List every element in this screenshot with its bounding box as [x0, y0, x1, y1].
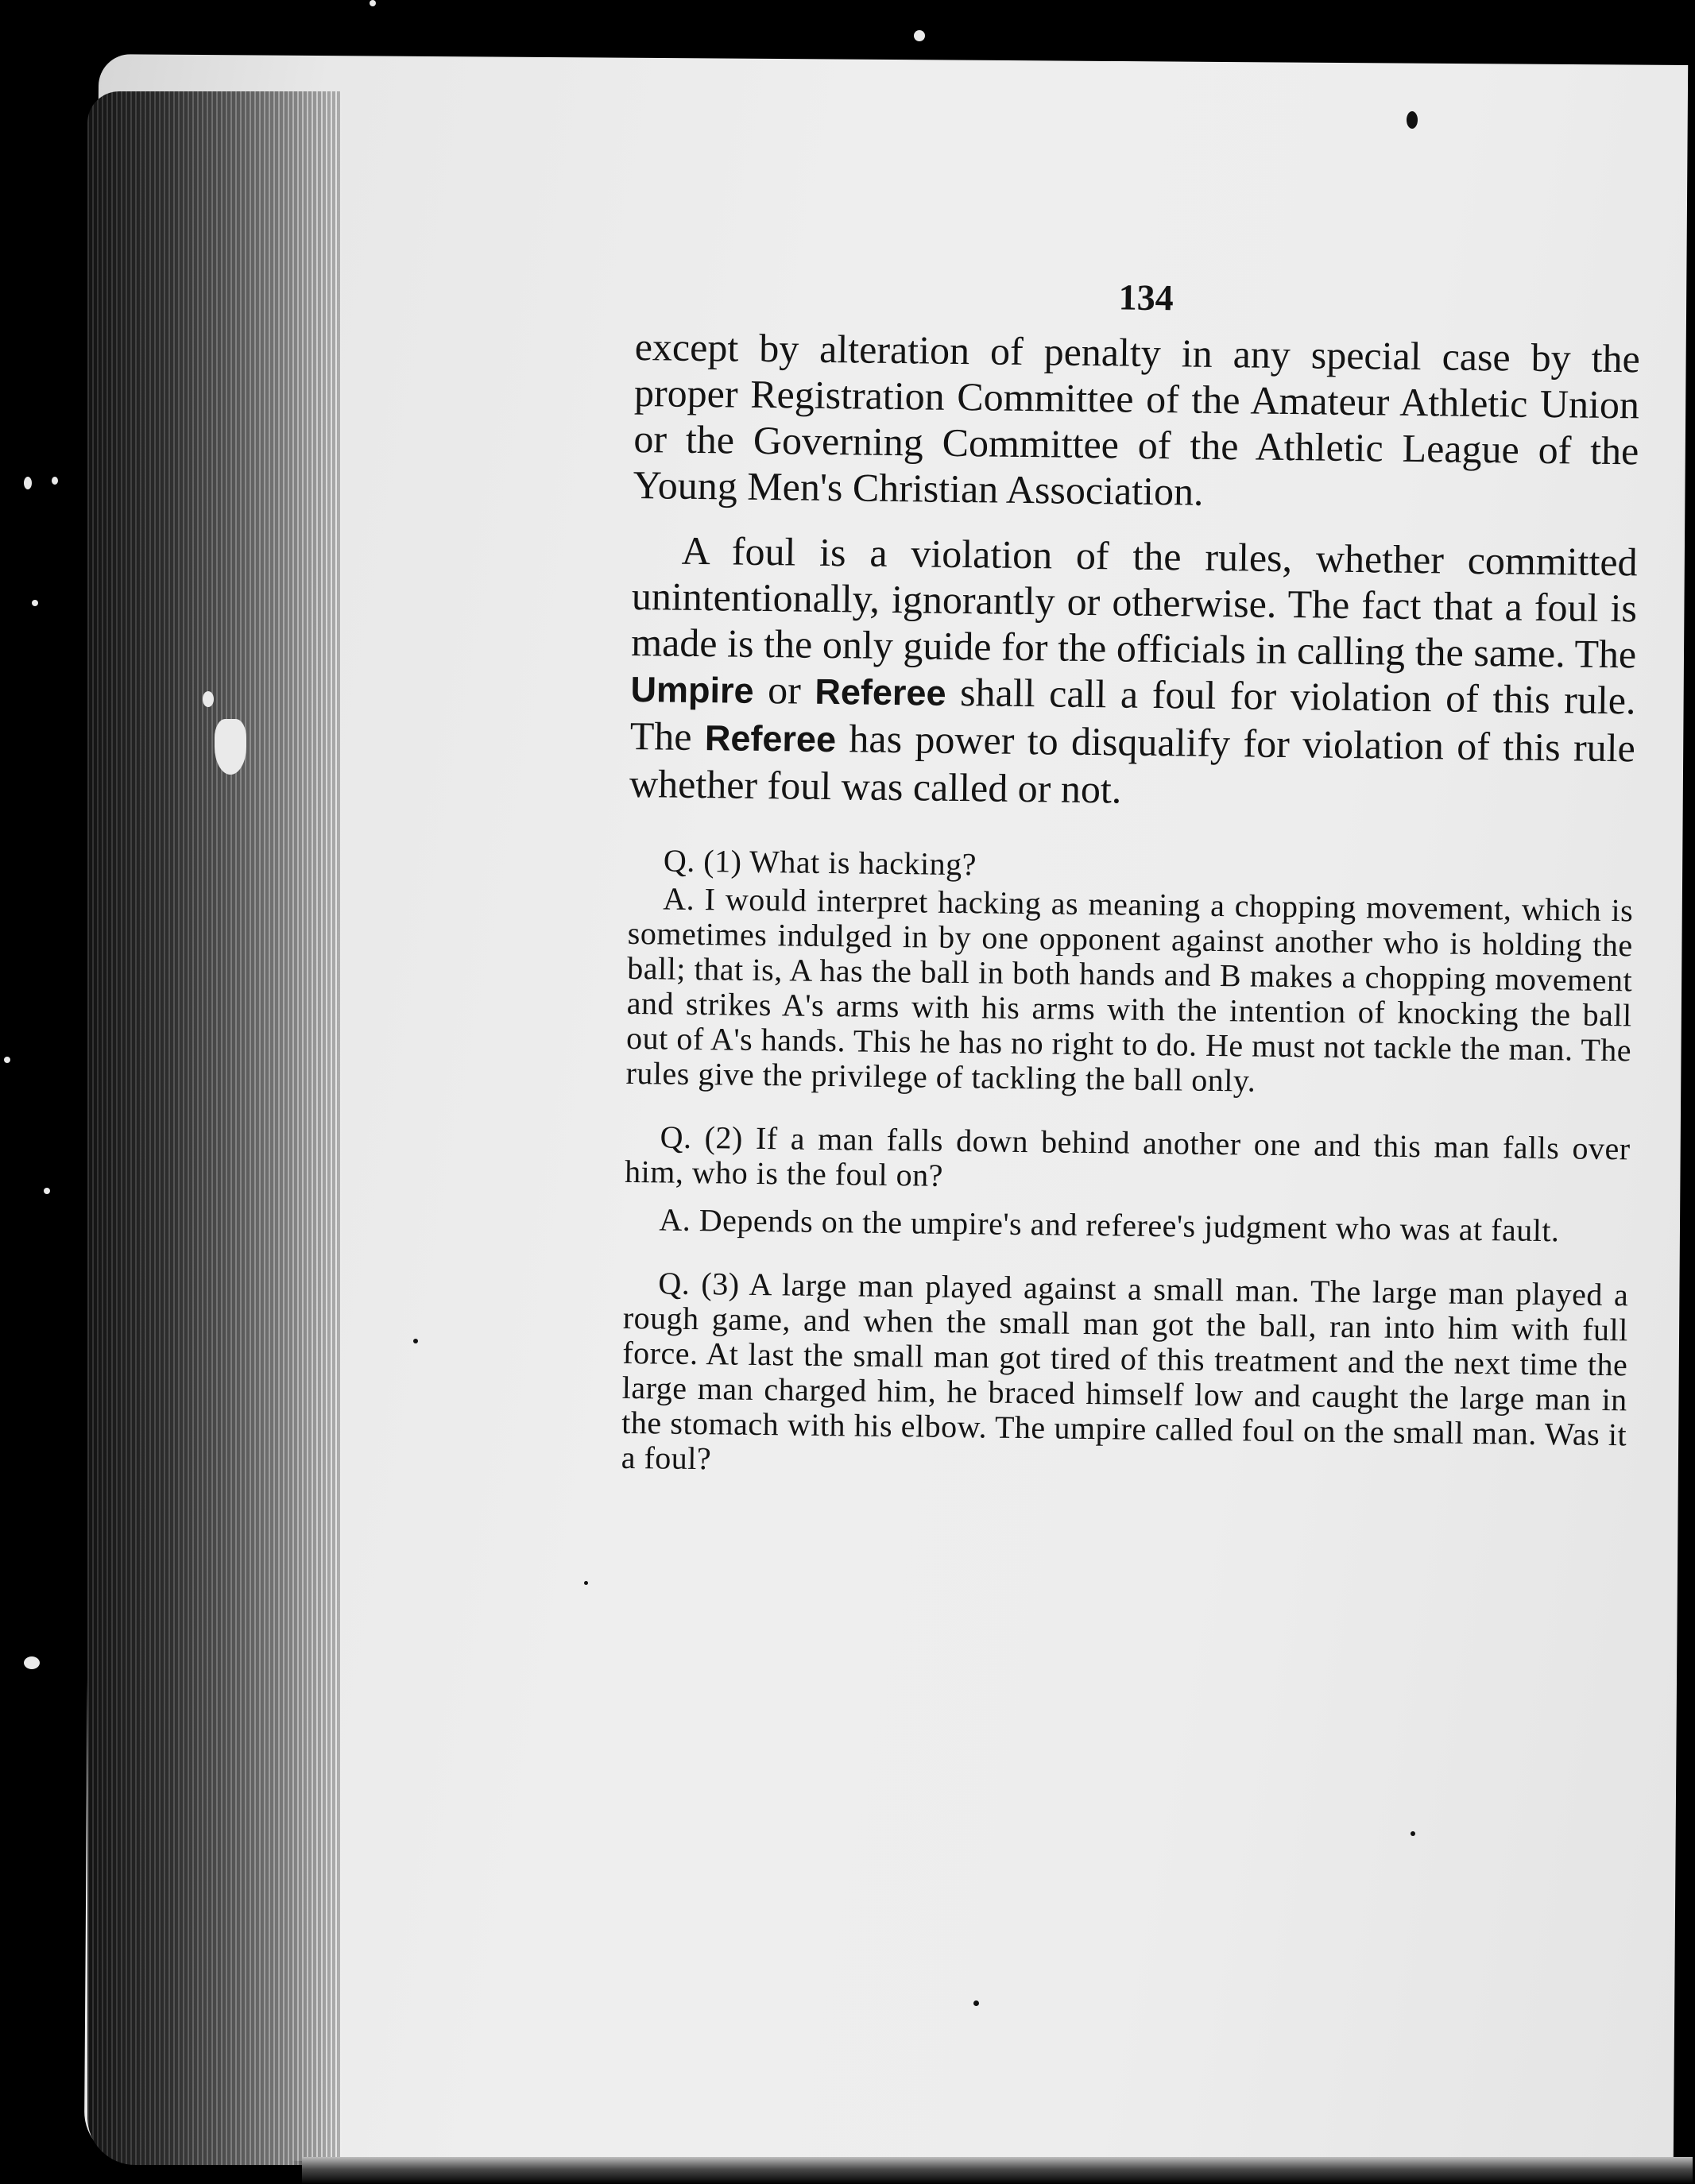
- paragraph-foul-definition: [629, 527, 1638, 818]
- page-bottom-edge: [302, 2157, 1693, 2184]
- scan-speck: [203, 691, 214, 707]
- scan-speck: [973, 2000, 979, 2006]
- paragraph-continuation: except by alteration of penalty in any special case by the proper Registration Committee of the Amateur Athletic Union or the Governing Committee of the Athletic League of the Young Men's Christian Association.: [633, 323, 1641, 514]
- scan-speck: [24, 1656, 40, 1669]
- answer-1: A. I would interpret hacking as meaning a chopping movement, which is sometimes indulged in by one opponent against another who is holding the ball; that is, A has the ball in both hands and B makes a chopping movement and strikes A's arms with his arms with the intention of knocking the ball out of A's hands. This he has no right to do. He must not tackle the man. The rules give the privilege of tackling the ball only.: [625, 880, 1634, 1099]
- answer-2: A. Depends on the umpire's and referee's judgment who was at fault.: [659, 1201, 1560, 1249]
- scan-speck: [413, 1339, 418, 1343]
- question-3: Q. (3) A large man played against a small man. The large man played a rough game, and when the small man got the ball, ran into him with full force. At last the small man got tired of this treatment and the next time the large man charged him, he braced himself low and caught the large man in the stomach with his elbow. The umpire called foul on the small man. Was it a foul?: [621, 1265, 1629, 1477]
- book-spine: [87, 91, 342, 2165]
- scan-speck: [52, 477, 58, 485]
- referee-term: Referee: [704, 717, 837, 760]
- referee-term: Referee: [815, 671, 946, 713]
- page-text: [621, 270, 1640, 1487]
- scan-speck: [215, 719, 246, 775]
- scan-speck: [44, 1188, 50, 1194]
- scan-speck: [1411, 1831, 1415, 1836]
- page-number: 134: [1118, 276, 1174, 319]
- foul-text-3: shall call a foul for violation of this rule. The: [629, 669, 1636, 760]
- scan-speck: [1407, 111, 1418, 129]
- scan-speck: [914, 30, 925, 41]
- foul-text-2: or: [753, 667, 815, 713]
- scan-speck: [32, 600, 38, 606]
- scan-speck: [370, 0, 376, 6]
- scan-speck: [584, 1581, 588, 1585]
- umpire-term: Umpire: [630, 668, 754, 711]
- foul-text-4: has power to disqualify for violation of this rule whether foul was called or not.: [629, 716, 1636, 812]
- question-1: Q. (1) What is hacking?: [663, 842, 977, 883]
- question-2: Q. (2) If a man falls down behind another one and this man falls over him, who is the foul on?: [624, 1119, 1631, 1193]
- scan-speck: [24, 477, 32, 489]
- foul-text-1: A foul is a violation of the rules, whether committed unintentionally, ignorantly or otherwise. The fact that a foul is made is the only guide for the officials in calling the same. The: [630, 528, 1638, 677]
- scan-speck: [4, 1057, 10, 1063]
